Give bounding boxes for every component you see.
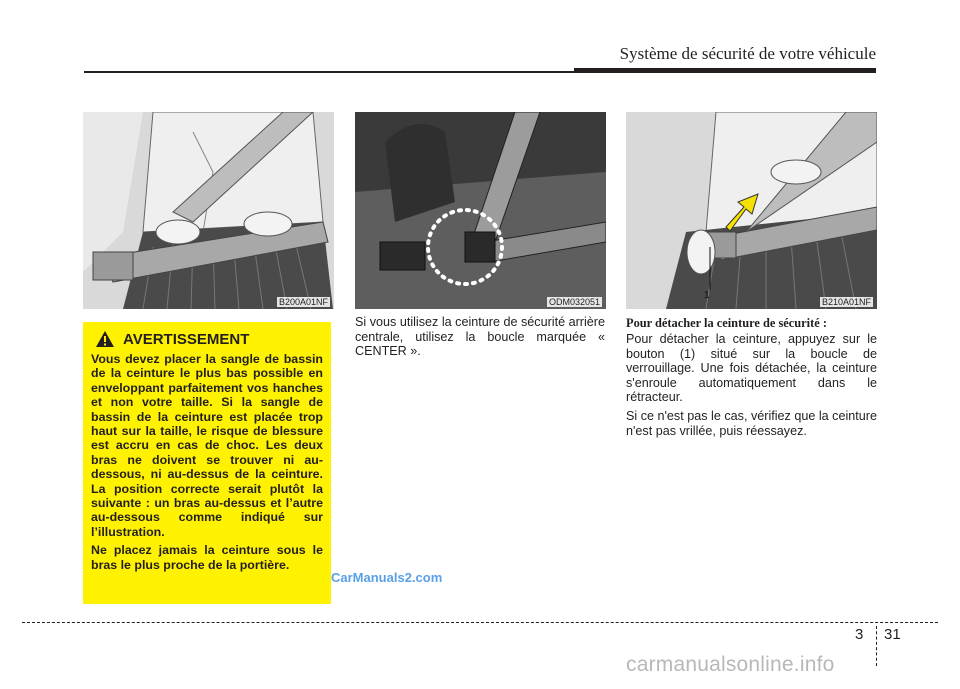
figure-code: B200A01NF [278, 297, 328, 307]
release-paragraph: Pour détacher la ceinture, appuyez sur le bouton (1) situé sur la boucle de verrouillage. Une fois détachée, la ceinture s'enroule automatiquement dans le rétracteur. [626, 332, 877, 405]
footer-dashed-rule [22, 622, 938, 623]
header-rule-thin [84, 71, 574, 73]
warning-triangle-icon [95, 330, 115, 348]
page-header-title: Système de sécurité de votre véhicule [619, 44, 876, 63]
figure-lap-belt [83, 112, 334, 309]
figure-code: B210A01NF [821, 297, 871, 307]
footer-site-watermark: carmanualsonline.info [626, 653, 835, 676]
center-belt-text: Si vous utilisez la ceinture de sécurité arrière centrale, utilisez la boucle marquée « CENTER ». [355, 315, 605, 359]
page-number: 31 [884, 626, 901, 643]
header-rule-thick [574, 68, 876, 73]
watermark: CarManuals2.com [331, 570, 443, 585]
warning-paragraph: Ne placez jamais la ceinture sous le bras le plus proche de la portière. [91, 543, 323, 572]
warning-paragraph: Vous devez placer la sangle de bassin de la ceinture le plus bas possible en enveloppant parfaitement vos hanches et non votre taille. Si la sangle de bassin de la ceinture est placée trop haut sur la taille, le risque de blessure est accru en cas de choc. Les deux bras ne doivent se trouver ni au-dessous, ni au-dessus de la ceinture. La position correcte serait plutôt la suivante : un bras au-dessus et l’autre au-dessous comme indiqué sur l’illustration. [91, 352, 323, 539]
page-section-number: 3 [855, 626, 864, 643]
release-paragraph: Si ce n'est pas le cas, vérifiez que la ceinture n'est pas vrillée, puis réessayez. [626, 409, 877, 438]
callout-number: 1 [704, 290, 710, 301]
warning-header [95, 330, 323, 348]
warning-title: AVERTISSEMENT [123, 330, 250, 348]
figure-center-buckle [355, 112, 606, 309]
release-heading: Pour détacher la ceinture de sécurité : [626, 316, 827, 330]
warning-box [83, 322, 331, 604]
figure-code: ODM032051 [548, 297, 600, 307]
figure-release-belt [626, 112, 877, 309]
page-separator [876, 626, 877, 666]
